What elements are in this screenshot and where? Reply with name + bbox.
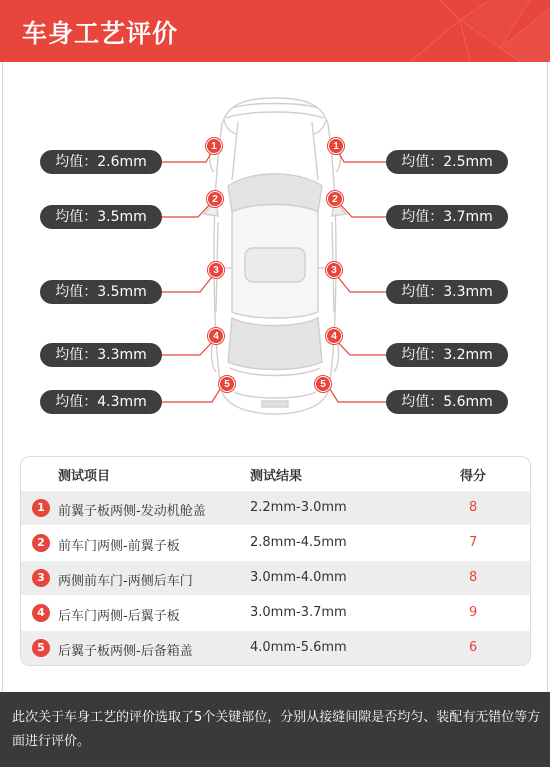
row-item: 后翼子板两侧-后备箱盖 xyxy=(58,644,193,659)
row-number-badge: 2 xyxy=(32,534,50,552)
table-header xyxy=(21,457,530,491)
table-row xyxy=(21,491,530,525)
marker-left-1: 1 xyxy=(206,138,222,154)
right-measure-4: 均值：3.2mm xyxy=(386,343,508,367)
left-measure-4: 均值：3.3mm xyxy=(40,343,162,367)
row-result: 3.0mm-4.0mm xyxy=(250,570,347,585)
left-measure-5: 均值：4.3mm xyxy=(40,390,162,414)
marker-left-5: 5 xyxy=(219,376,235,392)
car-diagram xyxy=(0,62,550,450)
row-item: 前车门两侧-前翼子板 xyxy=(58,539,180,554)
marker-right-3: 3 xyxy=(326,262,342,278)
row-result: 2.8mm-4.5mm xyxy=(250,535,347,550)
right-measure-3: 均值：3.3mm xyxy=(386,280,508,304)
right-measure-2: 均值：3.7mm xyxy=(386,205,508,229)
row-number-badge: 4 xyxy=(32,604,50,622)
left-measure-1: 均值：2.6mm xyxy=(40,150,162,174)
footer-text: 此次关于车身工艺的评价选取了5个关键部位，分别从接缝间隙是否均匀、装配有无错位等方面进行评价。 xyxy=(12,710,541,749)
left-measure-3: 均值：3.5mm xyxy=(40,280,162,304)
row-score: 8 xyxy=(469,500,478,515)
right-measure-1: 均值：2.5mm xyxy=(386,150,508,174)
row-number-badge: 1 xyxy=(32,499,50,517)
header-item: 测试项目 xyxy=(58,469,111,484)
marker-left-2: 2 xyxy=(207,191,223,207)
row-number-badge: 3 xyxy=(32,569,50,587)
row-result: 3.0mm-3.7mm xyxy=(250,605,347,620)
row-item: 两侧前车门-两侧后车门 xyxy=(58,574,193,589)
row-score: 7 xyxy=(469,535,478,550)
header-banner xyxy=(0,0,550,62)
row-score: 8 xyxy=(469,570,478,585)
footer-note xyxy=(0,692,550,767)
row-score: 9 xyxy=(469,605,478,620)
page-title: 车身工艺评价 xyxy=(22,19,179,48)
left-measure-2: 均值：3.5mm xyxy=(40,205,162,229)
row-result: 4.0mm-5.6mm xyxy=(250,640,347,655)
row-item: 前翼子板两侧-发动机舱盖 xyxy=(58,504,206,519)
marker-right-2: 2 xyxy=(327,191,343,207)
row-result: 2.2mm-3.0mm xyxy=(250,500,347,515)
row-number-badge: 5 xyxy=(32,639,50,657)
header-score: 得分 xyxy=(460,469,487,484)
marker-left-4: 4 xyxy=(208,328,224,344)
marker-right-5: 5 xyxy=(315,376,331,392)
results-table xyxy=(20,456,531,666)
polygon-pattern-decoration xyxy=(350,0,550,62)
table-row xyxy=(21,561,530,595)
right-measure-5: 均值：5.6mm xyxy=(386,390,508,414)
marker-left-3: 3 xyxy=(208,262,224,278)
header-result: 测试结果 xyxy=(250,469,303,484)
marker-right-4: 4 xyxy=(326,328,342,344)
marker-right-1: 1 xyxy=(328,138,344,154)
table-row xyxy=(21,631,530,665)
row-score: 6 xyxy=(469,640,478,655)
table-row xyxy=(21,596,530,630)
table-row xyxy=(21,526,530,560)
row-item: 后车门两侧-后翼子板 xyxy=(58,609,180,624)
